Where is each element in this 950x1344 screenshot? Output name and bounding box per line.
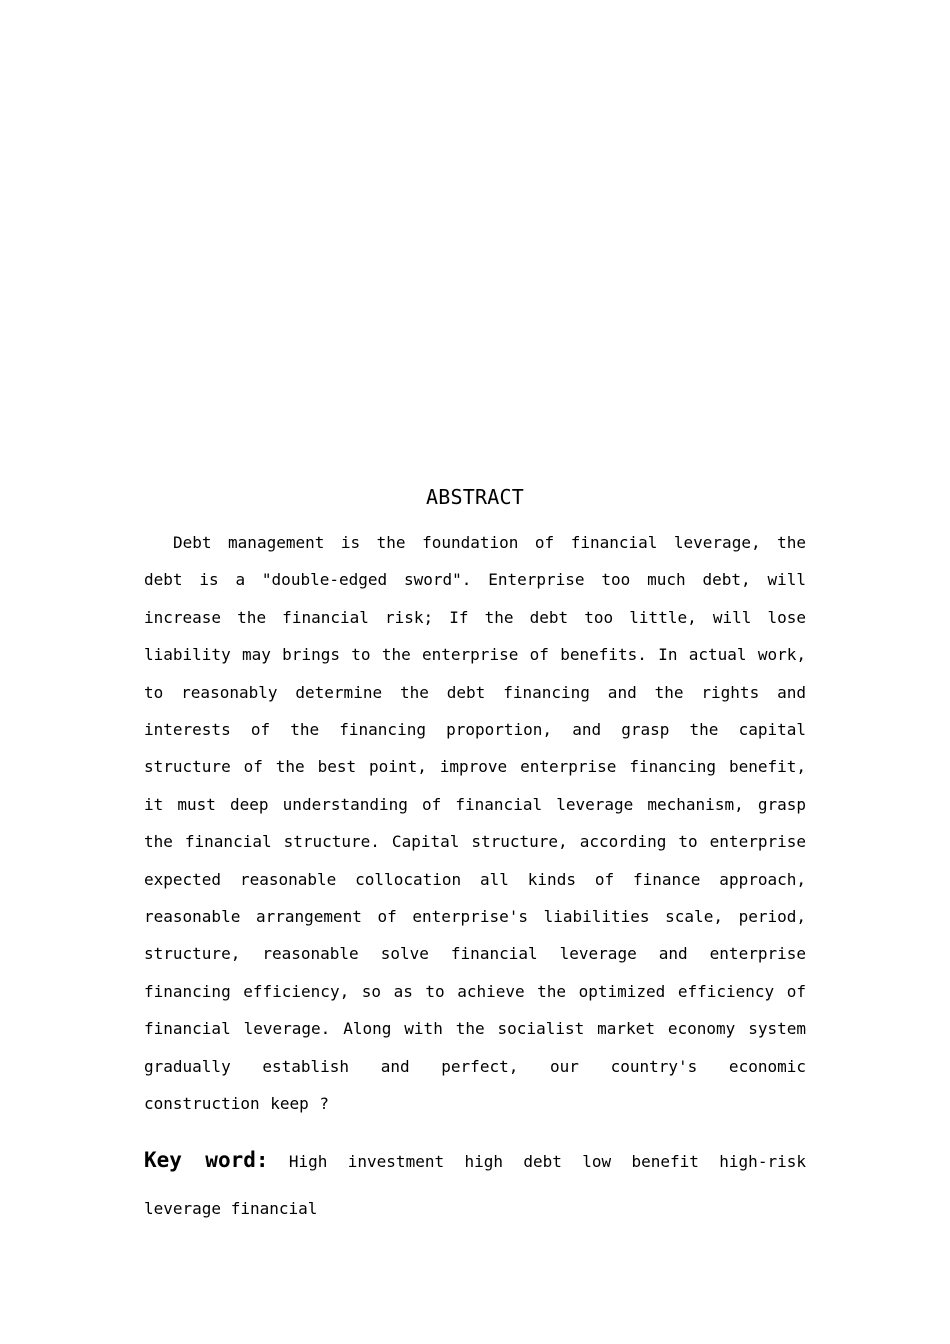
keywords-label: Key word: <box>144 1147 269 1172</box>
abstract-page <box>144 482 806 1232</box>
keywords-text: High investment high debt low benefit high-risk leverage financial <box>144 1151 806 1218</box>
keywords-line <box>144 1137 806 1232</box>
abstract-body: Debt management is the foundation of financial leverage, the debt is a "double-edged sword". Enterprise too much debt, will increase the financial risk; If the debt too little, will lose liability may brings to the enterprise of benefits. In actual work, to reasonably determine the debt financing and the rights and interests of the financing proportion, and grasp the capital structure of the best point, improve enterprise financing benefit, it must deep understanding of financial leverage mechanism, grasp the financial structure. Capital structure, according to enterprise expected reasonable collocation all kinds of finance approach, reasonable arrangement of enterprise's liabilities scale, period, structure, reasonable solve financial leverage and enterprise financing efficiency, so as to achieve the optimized efficiency of financial leverage. Along with the socialist market economy system gradually establish and perfect, our country's economic construction keep ? <box>144 533 806 1114</box>
abstract-title: ABSTRACT <box>426 485 524 509</box>
